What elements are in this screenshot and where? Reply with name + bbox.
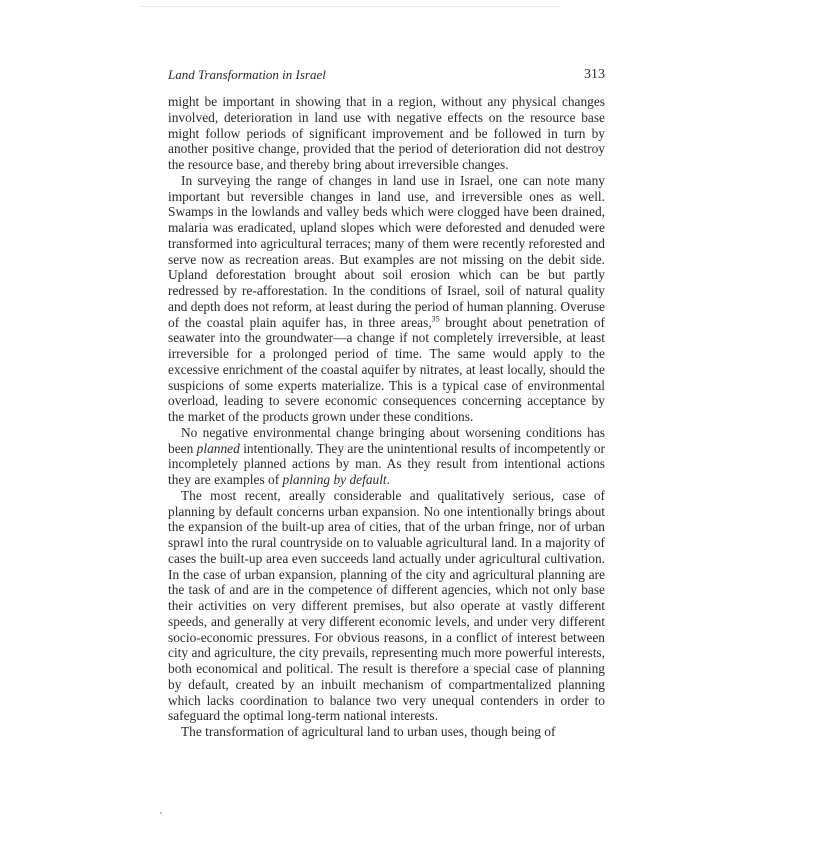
page-number: 313 — [584, 67, 605, 82]
emphasis-text: planning by default — [282, 472, 387, 487]
paragraph-text: In surveying the range of changes in land use in Israel, one can note many important but reversible changes in land use, and irreversible ones as well. Swamps in the lowlands and valley beds which were clogged have been drained, malaria was eradicated, upland slopes which were deforested and denuded were transformed into agricultural terraces; many of them were recently reforested and serve now as recreation areas. But examples are not missing on the debit side. Upland deforestation brought about soil erosion which can be but partly redressed by re-afforestation. In the conditions of Israel, soil of natural quality and depth does not reform, at least during the period of human planning. Overuse of the coastal plain aquifer has, in three areas, — [168, 172, 605, 330]
paragraph-text: The most recent, areally considerable and qualitatively serious, case of planning by default concerns urban expansion. No one intentionally brings about the expansion of the built-up area of cities, that of the urban fringe, nor of urban sprawl into the rural countryside on to valuable agricultural land. In a majority of cases the built-up area even succeeds land actually under agricultural cultivation. In the case of urban expansion, planning of the city and agricultural planning are the task of and are in the competence of different agencies, which not only base their activities on very different premises, but also operate at vastly different speeds, and generally at very different economic levels, and under very different socio-economic pressures. For obvious reasons, in a conflict of interest between city and agriculture, the city prevails, representing much more powerful interests, both economical and political. The result is therefore a special case of planning by default, created by an inbuilt mechanism of compartmentalized planning which lacks coordination to balance two very unequal contenders in order to safeguard the optimal long-term national interests. — [168, 487, 605, 724]
emphasis-text: planned — [196, 440, 240, 456]
paragraph-text: might be important in showing that in a region, without any physical changes involved, deterioration in land use with negative effects on the resource base might follow periods of significant improvement and be followed in turn by another positive change, provided that the period of deterioration did not destroy the resource base, and thereby bring about irreversible changes. — [168, 94, 605, 172]
paragraph-text: The transformation of agricultural land to urban uses, though being of — [181, 724, 556, 739]
scan-edge-line — [140, 6, 560, 7]
paragraph-agricultural-transformation — [168, 724, 605, 740]
running-head — [168, 66, 605, 84]
paragraph-land-use-changes — [168, 173, 605, 425]
paragraph-text: brought about penetration of seawater into the groundwater—a change if not completely irreversible, at least irreversible for a prolonged period of time. The same would apply to the excessive enrichment of the coastal aquifer by nitrates, at least locally, should the suspicions of some experts materialize. This is a typical case of environmental overload, leading to severe economic consequences concerning acceptance by the market of the products grown under these conditions. — [168, 314, 605, 424]
running-title: Land Transformation in Israel — [168, 67, 326, 82]
paragraph-text: . — [386, 472, 391, 487]
paragraph-continuation — [168, 94, 605, 173]
paragraph-planning-by-default-intro — [168, 425, 605, 488]
scan-speck — [160, 812, 162, 814]
footnote-reference: 35 — [431, 314, 440, 324]
paragraph-text: intentionally. They are the unintentional results of incompetently or incompletely planned actions by man. As they result from intentional actions they are examples of — [168, 440, 605, 487]
paragraph-text: No negative environmental change bringing about worsening conditions has been — [168, 424, 605, 456]
body-text — [168, 94, 605, 740]
paragraph-urban-expansion — [168, 488, 605, 724]
